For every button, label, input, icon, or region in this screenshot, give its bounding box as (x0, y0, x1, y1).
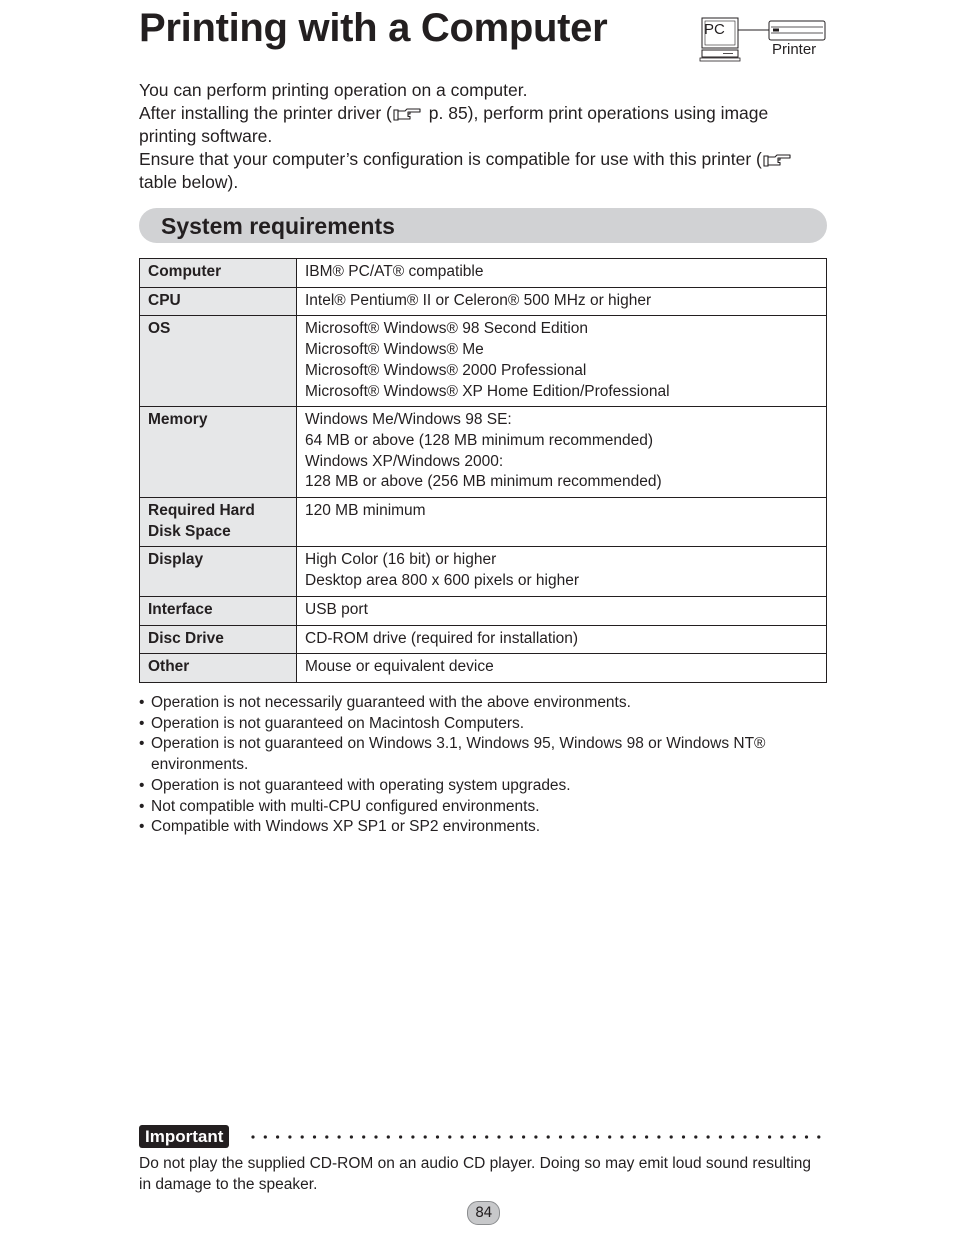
rule-dot (633, 1135, 636, 1138)
rule-dot (645, 1135, 648, 1138)
rule-dot (436, 1135, 439, 1138)
requirement-value-line: Microsoft® Windows® 2000 Professional (305, 361, 587, 379)
requirement-value-line: CD-ROM drive (required for installation) (305, 629, 579, 647)
intro-line-2 (139, 102, 819, 148)
rule-dot (288, 1135, 291, 1138)
table-row (140, 259, 827, 288)
requirement-label: Disc Drive (140, 625, 297, 654)
requirement-value-line: USB port (305, 600, 368, 618)
list-item: • Operation is not guaranteed on Windows 3.1, Windows 95, Windows 98 or Windows NT® environments. (139, 734, 827, 775)
requirement-value-line: Mouse or equivalent device (305, 658, 494, 676)
rule-dot (670, 1135, 673, 1138)
requirement-label: Computer (140, 259, 297, 288)
pointing-hand-icon (392, 106, 422, 122)
intro-line-3 (139, 148, 819, 194)
rule-dot (559, 1135, 562, 1138)
table-row (140, 547, 827, 596)
rule-dot (817, 1135, 820, 1138)
requirement-label: Interface (140, 596, 297, 625)
rule-dot (682, 1135, 685, 1138)
rule-dot (411, 1135, 414, 1138)
requirement-value-line: Intel® Pentium® II or Celeron® 500 MHz or higher (305, 291, 652, 309)
page-number: 84 (467, 1201, 500, 1225)
requirement-value-line: Windows Me/Windows 98 SE: (305, 411, 512, 429)
requirement-value-line: Microsoft® Windows® Me (305, 341, 484, 359)
rule-dot (547, 1135, 550, 1138)
requirement-label: Memory (140, 407, 297, 498)
requirement-value (297, 547, 827, 596)
list-item: • Not compatible with multi-CPU configured environments. (139, 797, 827, 818)
rule-dot (694, 1135, 697, 1138)
rule-dot (387, 1135, 390, 1138)
requirement-value (297, 407, 827, 498)
rule-dot (473, 1135, 476, 1138)
rule-dot (313, 1135, 316, 1138)
rule-dot (805, 1135, 808, 1138)
table-row (140, 407, 827, 498)
requirement-value (297, 654, 827, 683)
rule-dot (510, 1135, 513, 1138)
rule-dot (497, 1135, 500, 1138)
list-item: • Compatible with Windows XP SP1 or SP2 environments. (139, 817, 827, 838)
rule-dot (743, 1135, 746, 1138)
rule-dot (756, 1135, 759, 1138)
requirement-label: Display (140, 547, 297, 596)
requirement-value-line: Microsoft® Windows® 98 Second Edition (305, 320, 589, 338)
rule-dot (584, 1135, 587, 1138)
rule-dot (325, 1135, 328, 1138)
requirement-value-line: Microsoft® Windows® XP Home Edition/Professional (305, 382, 670, 400)
section-title: System requirements (161, 213, 395, 239)
rule-dot (448, 1135, 451, 1138)
rule-dot (719, 1135, 722, 1138)
rule-dot (424, 1135, 427, 1138)
intro-line-3-ref-open: ( (756, 149, 762, 169)
rule-dot (707, 1135, 710, 1138)
important-text: Do not play the supplied CD-ROM on an audio CD player. Doing so may emit loud sound resulting in damage to the speaker. (139, 1155, 812, 1193)
rule-dot (608, 1135, 611, 1138)
rule-dot (251, 1135, 254, 1138)
requirement-label: CPU (140, 287, 297, 316)
rule-dot (534, 1135, 537, 1138)
requirement-value (297, 287, 827, 316)
requirement-value-line: Windows XP/Windows 2000: (305, 452, 504, 470)
requirement-value (297, 316, 827, 407)
intro-line-3-text: Ensure that your computer’s configuration is compatible for use with this printer (139, 149, 752, 169)
requirement-value (297, 259, 827, 288)
rule-dot (571, 1135, 574, 1138)
rule-dot (461, 1135, 464, 1138)
rule-dot (780, 1135, 783, 1138)
requirement-value (297, 498, 827, 547)
pointing-hand-icon (762, 152, 792, 168)
rule-dot (399, 1135, 402, 1138)
page-title: Printing with a Computer (139, 6, 608, 50)
rule-dot (362, 1135, 365, 1138)
rule-dot (264, 1135, 267, 1138)
requirement-label: Required Hard Disk Space (140, 498, 297, 547)
rule-dot (485, 1135, 488, 1138)
requirement-label: OS (140, 316, 297, 407)
table-row (140, 654, 827, 683)
requirement-value (297, 625, 827, 654)
pc-label: PC (704, 21, 725, 38)
list-item: • Operation is not guaranteed with operating system upgrades. (139, 776, 827, 797)
intro-line-3-ref-after: table below). (139, 172, 239, 192)
list-item: • Operation is not necessarily guaranteed with the above environments. (139, 693, 827, 714)
intro-line-1: You can perform printing operation on a computer. (139, 80, 528, 100)
intro-line-2-after: p. 85), perform print operations using image printing software. (139, 103, 769, 146)
requirement-value-line: 120 MB minimum (305, 502, 426, 520)
important-header (139, 1125, 829, 1149)
rule-dot (338, 1135, 341, 1138)
rule-dot (768, 1135, 771, 1138)
list-item: • Operation is not guaranteed on Macintosh Computers. (139, 714, 827, 735)
rule-dot (657, 1135, 660, 1138)
rule-dot (731, 1135, 734, 1138)
rule-dot (620, 1135, 623, 1138)
dotted-rule (249, 1135, 829, 1139)
printer-icon (769, 21, 825, 40)
table-row (140, 498, 827, 547)
section-header (139, 208, 827, 243)
requirements-table-body (140, 259, 827, 683)
rule-dot (276, 1135, 279, 1138)
table-row (140, 625, 827, 654)
rule-dot (350, 1135, 353, 1138)
rule-dot (596, 1135, 599, 1138)
notes-list (139, 693, 827, 838)
table-row (140, 287, 827, 316)
rule-dot (301, 1135, 304, 1138)
requirement-value-line: High Color (16 bit) or higher (305, 551, 497, 569)
rule-dot (522, 1135, 525, 1138)
important-badge: Important (139, 1125, 229, 1148)
requirement-value-line: Desktop area 800 x 600 pixels or higher (305, 572, 579, 590)
requirement-value-line: 64 MB or above (128 MB minimum recommended) (305, 431, 654, 449)
table-row (140, 316, 827, 407)
intro-text (139, 79, 819, 194)
requirement-label: Other (140, 654, 297, 683)
requirement-value (297, 596, 827, 625)
intro-line-2-before: After installing the printer driver ( (139, 103, 392, 123)
requirement-value-line: 128 MB or above (256 MB minimum recommended) (305, 473, 662, 491)
rule-dot (374, 1135, 377, 1138)
printer-label: Printer (772, 41, 817, 58)
system-requirements-table (139, 258, 827, 683)
rule-dot (793, 1135, 796, 1138)
table-row (140, 596, 827, 625)
requirement-value-line: IBM® PC/AT® compatible (305, 263, 484, 280)
